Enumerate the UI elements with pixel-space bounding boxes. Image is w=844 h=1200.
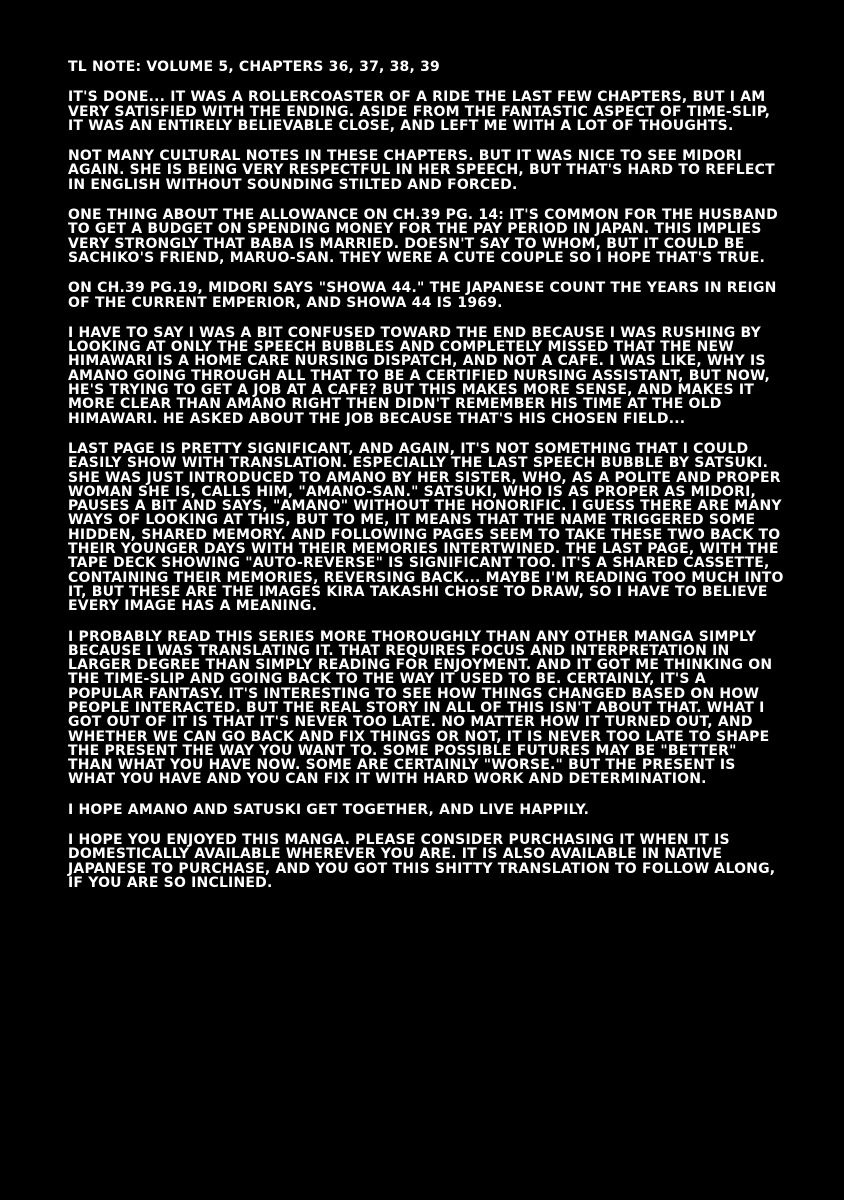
note-paragraph-3: ONE THING ABOUT THE ALLOWANCE ON CH.39 PG. 14: IT'S COMMON FOR THE HUSBAND TO GET A BUDGET ON SPENDING MONEY FOR THE PAY PERIOD IN JAPAN. THIS IMPLIES VERY STRONGLY THAT BABA IS MARRIED. DOESN'T SAY TO WHOM, BUT IT COULD BE SACHIKO'S FRIEND, MARUO-SAN. THEY WERE A CUTE COUPLE SO I HOPE THAT'S TRUE. [68,207,778,266]
note-heading: TL NOTE: VOLUME 5, CHAPTERS 36, 37, 38, 39 [68,59,440,75]
note-paragraph-8: I HOPE AMANO AND SATUSKI GET TOGETHER, AND LIVE HAPPILY. [68,801,590,818]
translator-note [68,60,784,906]
note-paragraph-7: I PROBABLY READ THIS SERIES MORE THOROUGHLY THAN ANY OTHER MANGA SIMPLY BECAUSE I WAS TRANSLATING IT. THAT REQUIRES FOCUS AND INTERPRETATION IN LARGER DEGREE THAN SIMPLY READING FOR ENJOYMENT. AND IT GOT ME THINKING ON THE TIME-SLIP AND GOING BACK TO THE WAY IT USED TO BE. CERTAINLY, IT'S A POPULAR FANTASY. IT'S INTERESTING TO SEE HOW THINGS CHANGED BASED ON HOW PEOPLE INTERACTED. BUT THE REAL STORY IN ALL OF THIS ISN'T ABOUT THAT. WHAT I GOT OUT OF IT IS THAT IT'S NEVER TOO LATE. NO MATTER HOW IT TURNED OUT, AND WHETHER WE CAN GO BACK AND FIX THINGS OR NOT, IT IS NEVER TOO LATE TO SHAPE THE PRESENT THE WAY YOU WANT TO. SOME POSSIBLE FUTURES MAY BE "BETTER" THAN WHAT YOU HAVE NOW. SOME ARE CERTAINLY "WORSE." BUT THE PRESENT IS WHAT YOU HAVE AND YOU CAN FIX IT WITH HARD WORK AND DETERMINATION. [68,628,773,788]
note-paragraph-9: I HOPE YOU ENJOYED THIS MANGA. PLEASE CONSIDER PURCHASING IT WHEN IT IS DOMESTICALLY AVAILABLE WHEREVER YOU ARE. IT IS ALSO AVAILABLE IN NATIVE JAPANESE TO PURCHASE, AND YOU GOT THIS SHITTY TRANSLATION TO FOLLOW ALONG, IF YOU ARE SO INCLINED. [68,832,776,891]
note-paragraph-4: ON CH.39 PG.19, MIDORI SAYS "SHOWA 44." THE JAPANESE COUNT THE YEARS IN REIGN OF THE CURRENT EMPERIOR, AND SHOWA 44 IS 1969. [68,280,777,311]
note-paragraph-6: LAST PAGE IS PRETTY SIGNIFICANT, AND AGAIN, IT'S NOT SOMETHING THAT I COULD EASILY SHOW WITH TRANSLATION. ESPECIALLY THE LAST SPEECH BUBBLE BY SATSUKI. SHE WAS JUST INTRODUCED TO AMANO BY HER SISTER, WHO, AS A POLITE AND PROPER WOMAN SHE IS, CALLS HIM, "AMANO-SAN." SATSUKI, WHO IS AS PROPER AS MIDORI, PAUSES A BIT AND SAYS, "AMANO" WITHOUT THE HONORIFIC. I GUESS THERE ARE MANY WAYS OF LOOKING AT THIS, BUT TO ME, IT MEANS THAT THE NAME TRIGGERED SOME HIDDEN, SHARED MEMORY. AND FOLLOWING PAGES SEEM TO TAKE THESE TWO BACK TO THEIR YOUNGER DAYS WITH THEIR MEMORIES INTERTWINED. THE LAST PAGE, WITH THE TAPE DECK SHOWING "AUTO-REVERSE" IS SIGNIFICANT TOO. IT'S A SHARED CASSETTE, CONTAINING THEIR MEMORIES, REVERSING BACK... MAYBE I'M READING TOO MUCH INTO IT, BUT THESE ARE THE IMAGES KIRA TAKASHI CHOSE TO DRAW, SO I HAVE TO BELIEVE EVERY IMAGE HAS A MEANING. [68,440,784,615]
note-paragraph-1: IT'S DONE... IT WAS A ROLLERCOASTER OF A RIDE THE LAST FEW CHAPTERS, BUT I AM VERY SATISFIED WITH THE ENDING. ASIDE FROM THE FANTASTIC ASPECT OF TIME-SLIP, IT WAS AN ENTIRELY BELIEVABLE CLOSE, AND LEFT ME WITH A LOT OF THOUGHTS. [68,89,771,134]
note-paragraph-5: I HAVE TO SAY I WAS A BIT CONFUSED TOWARD THE END BECAUSE I WAS RUSHING BY LOOKING AT ONLY THE SPEECH BUBBLES AND COMPLETELY MISSED THAT THE NEW HIMAWARI IS A HOME CARE NURSING DISPATCH, AND NOT A CAFE. I WAS LIKE, WHY IS AMANO GOING THROUGH ALL THAT TO BE A CERTIFIED NURSING ASSISTANT, BUT NOW, HE'S TRYING TO GET A JOB AT A CAFE? BUT THIS MAKES MORE SENSE, AND MAKES IT MORE CLEAR THAN AMANO RIGHT THEN DIDN'T REMEMBER HIS TIME AT THE OLD HIMAWARI. HE ASKED ABOUT THE JOB BECAUSE THAT'S HIS CHOSEN FIELD... [68,324,771,427]
note-paragraph-2: NOT MANY CULTURAL NOTES IN THESE CHAPTERS. BUT IT WAS NICE TO SEE MIDORI AGAIN. SHE IS BEING VERY RESPECTFUL IN HER SPEECH, BUT THAT'S HARD TO REFLECT IN ENGLISH WITHOUT SOUNDING STILTED AND FORCED. [68,148,775,193]
